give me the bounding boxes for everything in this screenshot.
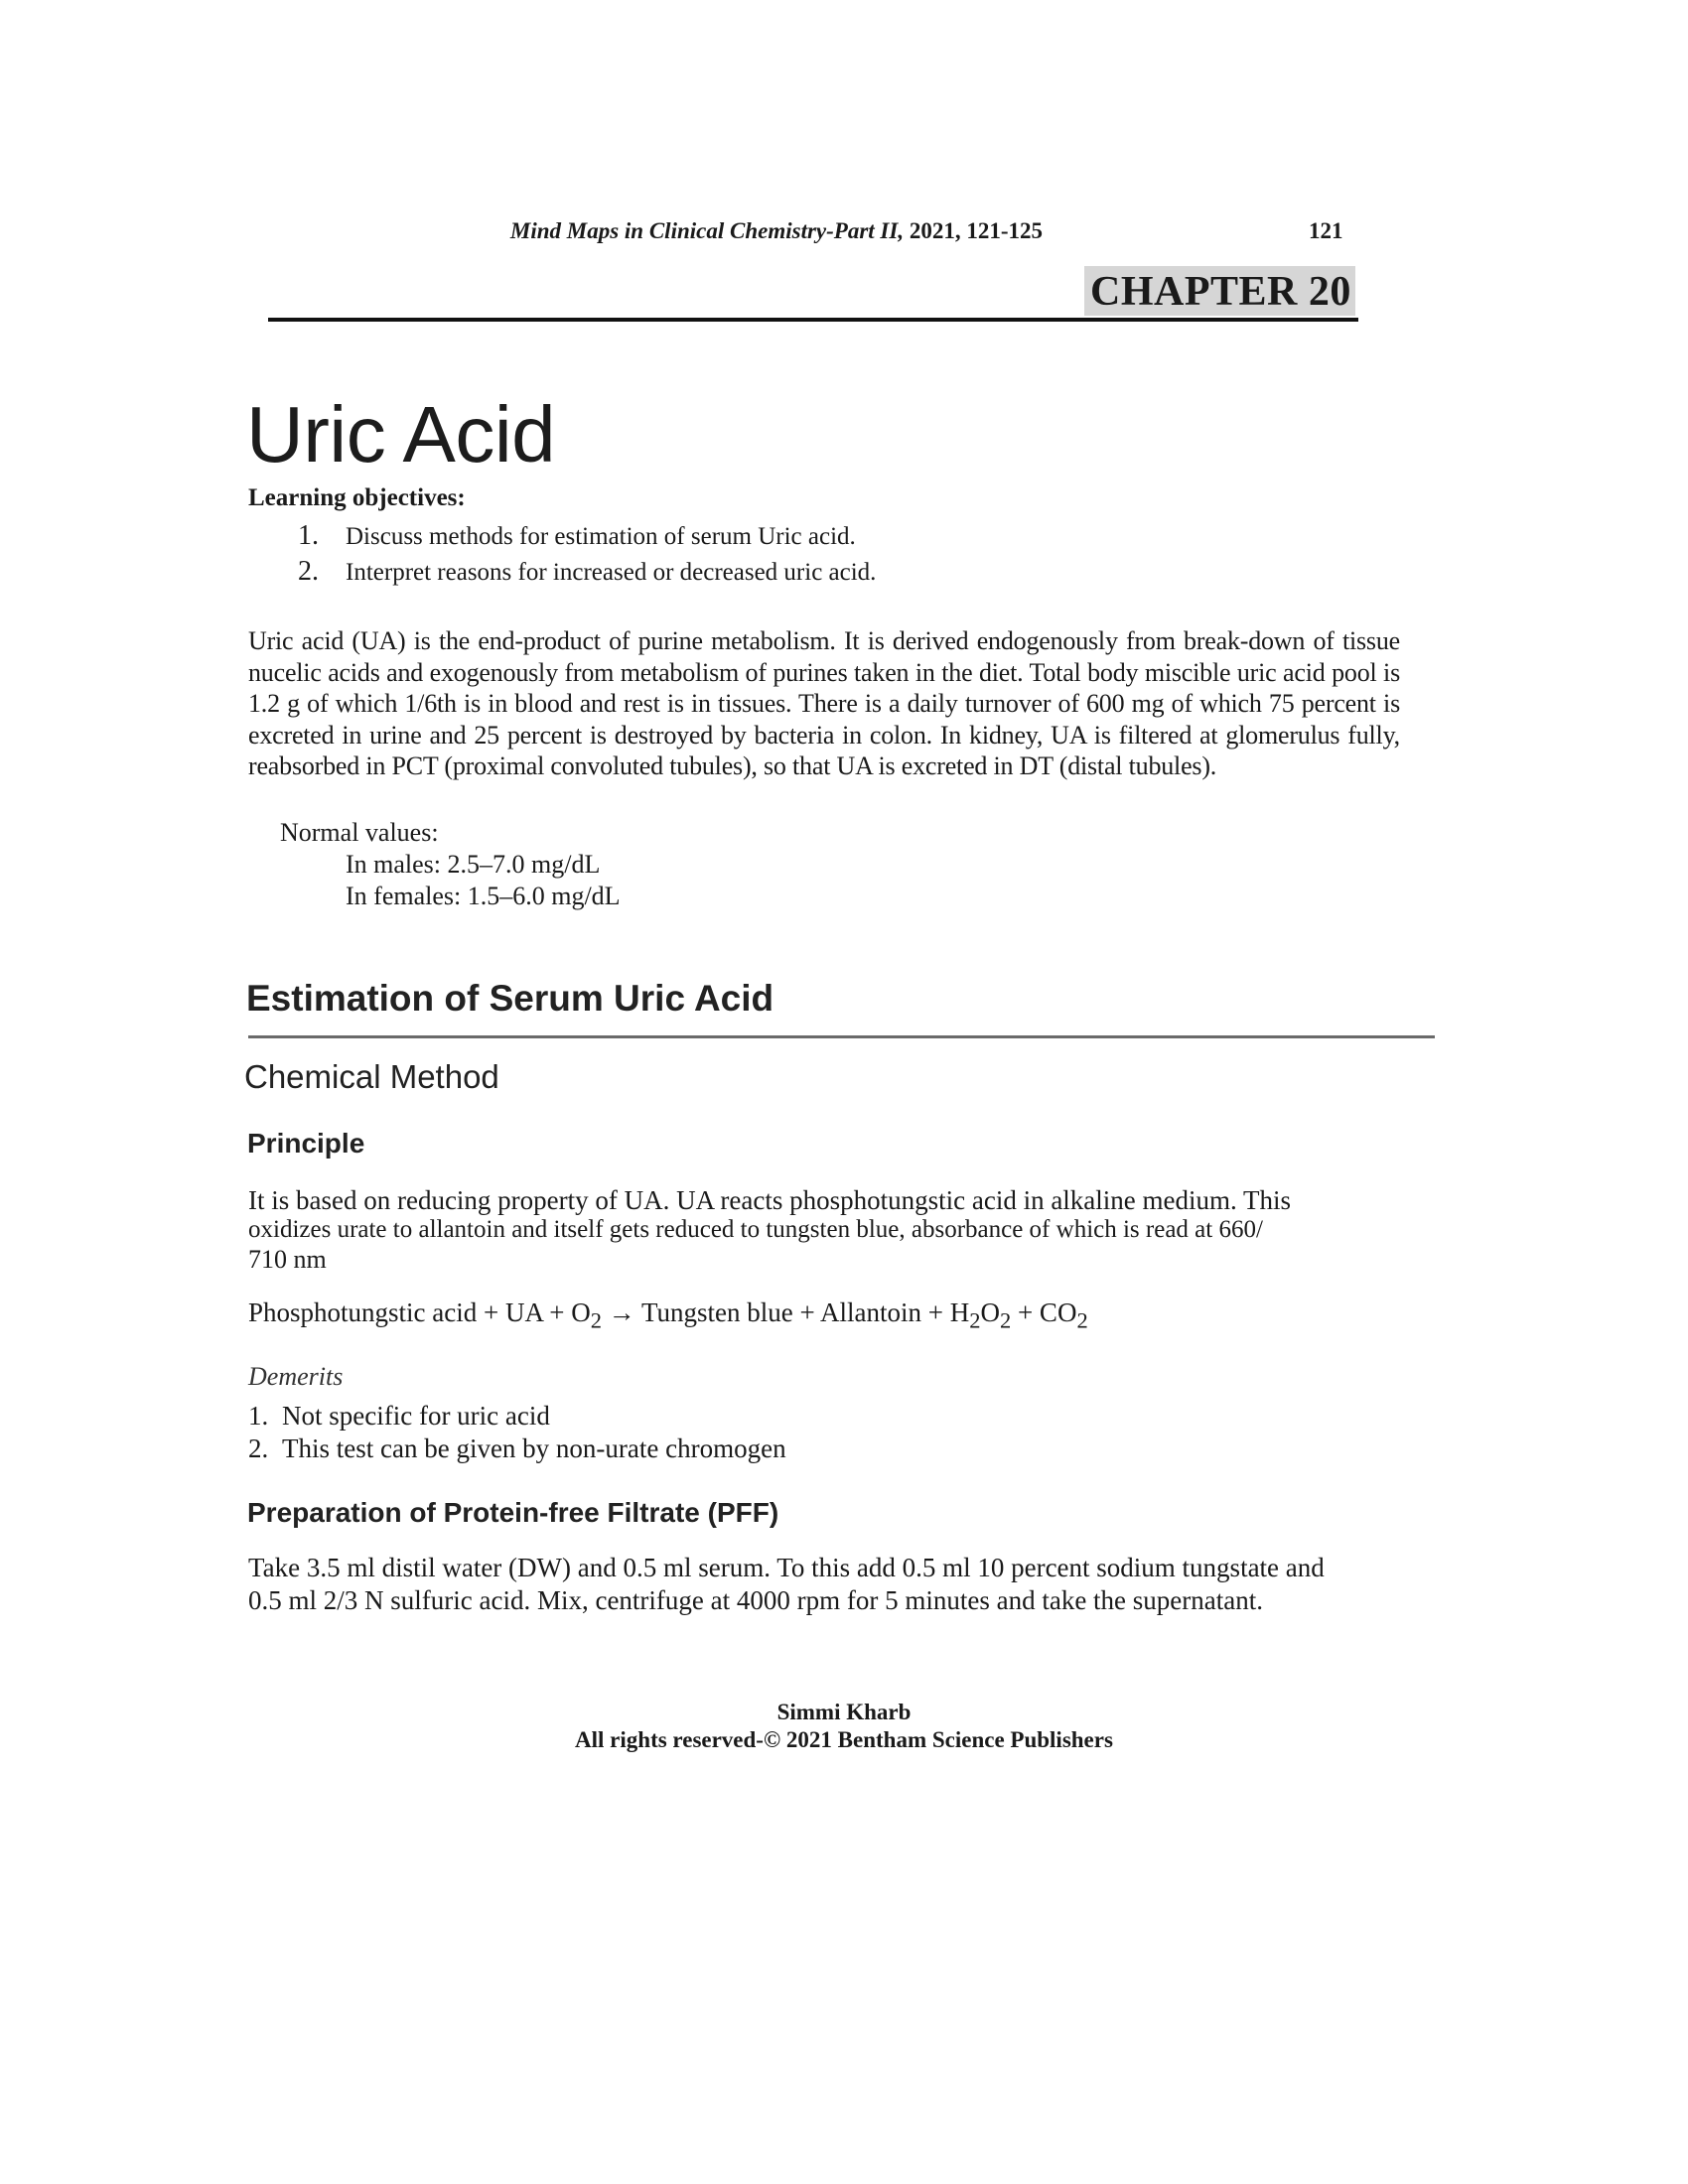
subsection-heading: Chemical Method	[244, 1058, 499, 1095]
learning-objectives-list	[298, 518, 876, 590]
list-item-text: Not specific for uric acid	[282, 1401, 550, 1431]
page-title: Uric Acid	[246, 390, 556, 478]
equation-part: Phosphotungstic acid + UA + O	[248, 1297, 591, 1327]
list-item-text: Interpret reasons for increased or decreased uric acid.	[346, 559, 877, 586]
pff-line-1: Take 3.5 ml distil water (DW) and 0.5 ml serum. To this add 0.5 ml 10 percent sodium tungstate and	[248, 1553, 1325, 1582]
principle-line-1: It is based on reducing property of UA. UA reacts phosphotungstic acid in alkaline medium. This	[248, 1185, 1292, 1215]
principle-line-3: 710 nm	[248, 1245, 327, 1274]
equation-part: → Tungsten blue + Allantoin + H	[601, 1297, 970, 1327]
list-item	[298, 554, 876, 590]
list-item-number: 1.	[248, 1401, 269, 1431]
reaction-equation	[248, 1297, 1088, 1333]
learning-objectives-heading: Learning objectives:	[248, 484, 466, 511]
list-item-number: 1.	[298, 520, 319, 551]
author-name: Simmi Kharb	[776, 1700, 912, 1724]
chapter-label: CHAPTER 20	[1084, 266, 1355, 316]
page-number: 121	[1309, 218, 1343, 243]
journal-year-pages: 2021, 121-125	[909, 218, 1043, 243]
chapter-rule	[268, 318, 1358, 322]
list-item	[248, 1433, 786, 1464]
list-item-text: This test can be given by non-urate chromogen	[282, 1433, 786, 1463]
equation-subscript: 2	[969, 1307, 981, 1333]
normal-value-males: In males: 2.5–7.0 mg/dL	[346, 850, 601, 879]
pff-line-2: 0.5 ml 2/3 N sulfuric acid. Mix, centrifuge at 4000 rpm for 5 minutes and take the supernatant.	[248, 1585, 1263, 1615]
normal-value-females: In females: 1.5–6.0 mg/dL	[346, 882, 621, 910]
pff-heading: Preparation of Protein-free Filtrate (PFF)	[247, 1497, 779, 1528]
section-rule	[248, 1035, 1435, 1038]
list-item-number: 2.	[298, 556, 319, 587]
list-item	[248, 1401, 550, 1432]
running-head	[0, 218, 1043, 244]
copyright-notice: All rights reserved-© 2021 Bentham Science Publishers	[575, 1727, 1113, 1752]
equation-subscript: 2	[1076, 1307, 1088, 1333]
demerits-label: Demerits	[248, 1362, 344, 1391]
principle-line-2: oxidizes urate to allantoin and itself gets reduced to tungsten blue, absorbance of which is read at 660/	[248, 1216, 1263, 1243]
list-item-text: Discuss methods for estimation of serum Uric acid.	[346, 523, 856, 550]
intro-paragraph: Uric acid (UA) is the end-product of purine metabolism. It is derived endogenously from break-down of tissue nucelic acids and exogenously from metabolism of purines taken in the diet. Total body miscible uric acid pool is 1.2 g of which 1/6th is in blood and rest is in tissues. There is a daily turnover of 600 mg of which 75 percent is excreted in urine and 25 percent is destroyed by bacteria in colon. In kidney, UA is filtered at glomerulus fully, reabsorbed in PCT (proximal convoluted tubules), so that UA is excreted in DT (distal tubules).	[248, 626, 1400, 780]
equation-part: O	[980, 1297, 1000, 1327]
list-item	[298, 518, 876, 554]
section-heading: Estimation of Serum Uric Acid	[246, 978, 774, 1019]
list-item-number: 2.	[248, 1433, 269, 1463]
equation-subscript: 2	[999, 1307, 1012, 1333]
equation-part: + CO	[1011, 1297, 1077, 1327]
principle-heading: Principle	[247, 1128, 365, 1159]
normal-values-label: Normal values:	[280, 818, 439, 847]
journal-title: Mind Maps in Clinical Chemistry-Part II,	[509, 218, 905, 243]
equation-subscript: 2	[590, 1307, 602, 1333]
